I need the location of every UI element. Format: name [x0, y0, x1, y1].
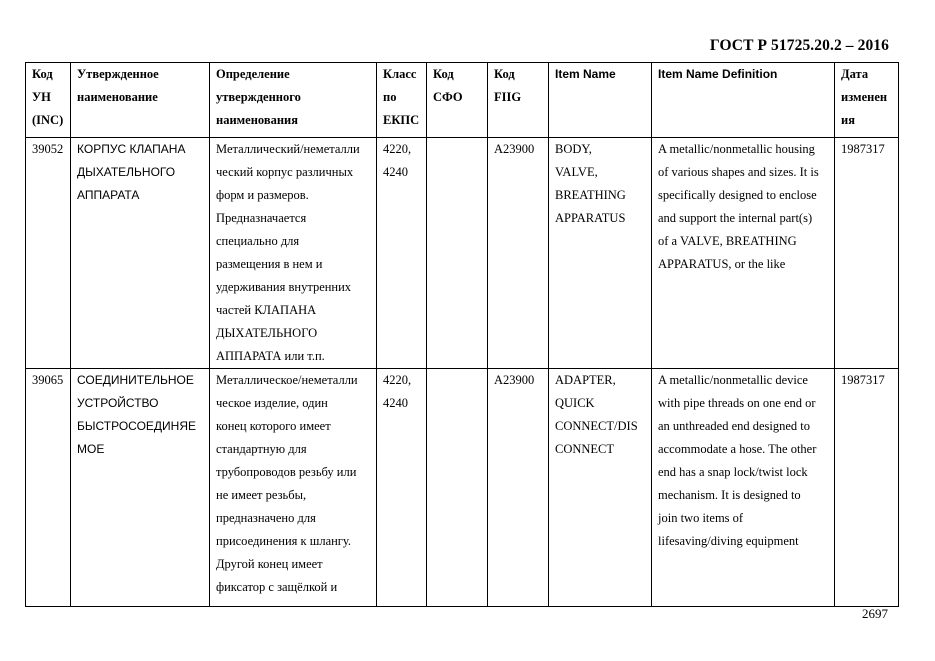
- cell-inc: 39065: [26, 369, 71, 607]
- column-header-fiig-code: Код FIIG: [488, 63, 549, 138]
- cell-item-name: ADAPTER, QUICK CONNECT/DIS CONNECT: [549, 369, 652, 607]
- cell-fiig-code: A23900: [488, 138, 549, 369]
- page-number: 2697: [862, 606, 888, 621]
- cell-item-name: BODY, VALVE, BREATHING APPARATUS: [549, 138, 652, 369]
- catalog-table: [25, 62, 899, 607]
- column-header-item-name-definition: Item Name Definition: [652, 63, 835, 138]
- column-header-inc: Код УН (INC): [26, 63, 71, 138]
- cell-item-name-definition: A metallic/nonmetallic housing of various shapes and sizes. It is specifically designed to enclose and support the internal part(s) of a VALVE, BREATHING APPARATUS, or the like: [652, 138, 835, 369]
- column-header-definition: Определение утвержденного наименования: [210, 63, 377, 138]
- table-row: [26, 138, 899, 369]
- cell-fiig-code: A23900: [488, 369, 549, 607]
- cell-definition: Металлическое/неметалли ческое изделие, один конец которого имеет стандартную для трубопроводов резьбу или не имеет резьбы, предназначено для присоединения к шлангу. Другой конец имеет фиксатор с защёлкой и: [210, 369, 377, 607]
- cell-change-date: 1987317: [835, 138, 899, 369]
- column-header-ekps-class: Класс по ЕКПС: [377, 63, 427, 138]
- column-header-item-name: Item Name: [549, 63, 652, 138]
- cell-definition: Металлический/неметалли ческий корпус различных форм и размеров. Предназначается специально для размещения в нем и удерживания внутренних частей КЛАПАНА ДЫХАТЕЛЬНОГО АППАРАТА или т.п.: [210, 138, 377, 369]
- cell-change-date: 1987317: [835, 369, 899, 607]
- column-header-change-date: Дата изменен ия: [835, 63, 899, 138]
- column-header-approved-name: Утвержденное наименование: [71, 63, 210, 138]
- cell-sfo-code: [427, 138, 488, 369]
- cell-inc: 39052: [26, 138, 71, 369]
- table-header-row: [26, 63, 899, 138]
- cell-ekps-class: 4220, 4240: [377, 369, 427, 607]
- cell-sfo-code: [427, 369, 488, 607]
- cell-approved-name: СОЕДИНИТЕЛЬНОЕ УСТРОЙСТВО БЫСТРОСОЕДИНЯЕ МОЕ: [71, 369, 210, 607]
- cell-approved-name: КОРПУС КЛАПАНА ДЫХАТЕЛЬНОГО АППАРАТА: [71, 138, 210, 369]
- table-row: [26, 369, 899, 607]
- document-standard-title: ГОСТ Р 51725.20.2 – 2016: [709, 37, 889, 54]
- column-header-sfo-code: Код СФО: [427, 63, 488, 138]
- cell-item-name-definition: A metallic/nonmetallic device with pipe threads on one end or an unthreaded end designed to accommodate a hose. The other end has a snap lock/twist lock mechanism. It is designed to join two items of lifesaving/diving equipment: [652, 369, 835, 607]
- cell-ekps-class: 4220, 4240: [377, 138, 427, 369]
